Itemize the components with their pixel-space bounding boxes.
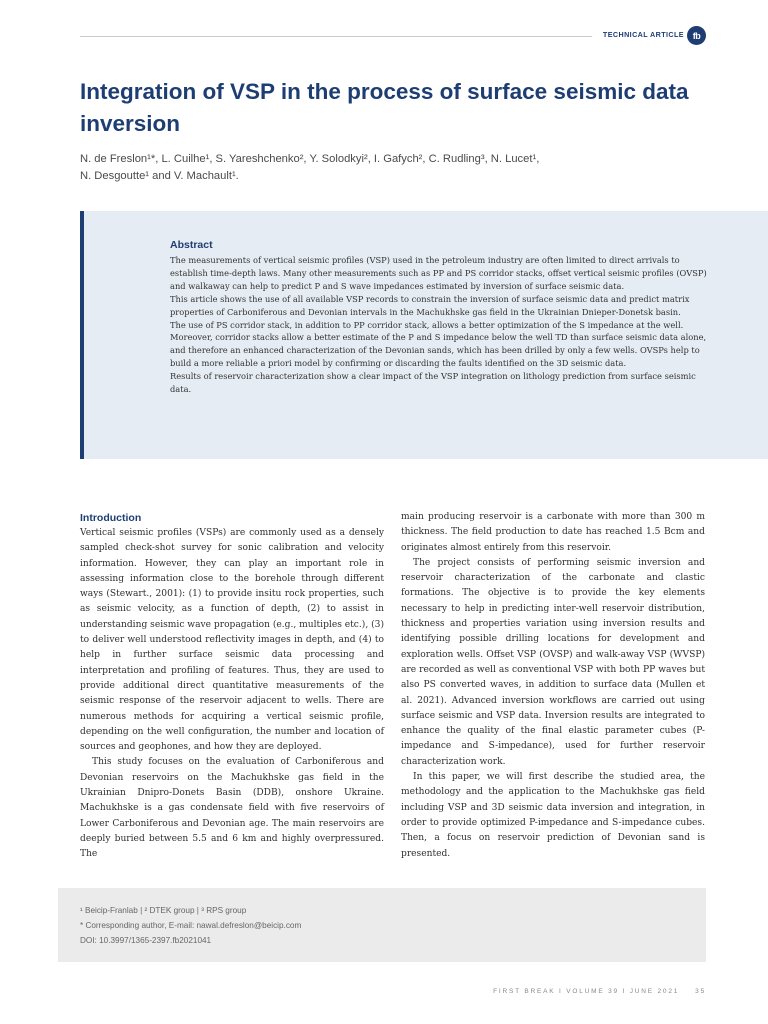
author-list bbox=[80, 151, 700, 185]
body-column-right bbox=[401, 510, 705, 862]
authors-line-1: N. de Freslon¹*, L. Cuilhe¹, S. Yareshchenko², Y. Solodkyi², I. Gafych², C. Rudling³, N. Lucet¹, bbox=[80, 153, 540, 165]
corresponding-author-note: * Corresponding author, E-mail: nawal.defreslon@beicip.com bbox=[80, 921, 302, 930]
section-label: TECHNICAL ARTICLE bbox=[602, 30, 684, 39]
page-number: 35 bbox=[695, 988, 706, 995]
abstract-heading: Abstract bbox=[170, 239, 213, 251]
journal-issue-label: FIRST BREAK I VOLUME 39 I JUNE 2021 bbox=[493, 988, 680, 995]
footnotes bbox=[80, 903, 301, 948]
footnote-panel bbox=[58, 888, 706, 962]
article-title: Integration of VSP in the process of surface seismic data inversion bbox=[80, 79, 689, 136]
abstract-paragraph: Results of reservoir characterization show a clear impact of the VSP integration on lithology prediction from surface seismic data. bbox=[170, 371, 696, 395]
abstract-paragraph: This article shows the use of all available VSP records to constrain the inversion of surface seismic data and predict matrix properties of Carboniferous and Devonian intervals in the Machukhske gas field in the Ukrainian Dnieper-Donetsk basin. bbox=[170, 293, 690, 317]
body-paragraph: In this paper, we will first describe the studied area, the methodology and the application to the Machukhske gas field including VSP and 3D seismic data inversion and integration, in order to provide optimized P-impedance and S-impedance cubes. Then, a focus on reservoir prediction of Devonian sand is presented. bbox=[401, 772, 705, 859]
doi-note: DOI: 10.3997/1365-2397.fb2021041 bbox=[80, 936, 212, 945]
abstract-panel bbox=[80, 211, 768, 459]
abstract-paragraph: The use of PS corridor stack, in addition to PP corridor stack, allows a better optimization of the S impedance at the well. Moreover, corridor stacks allow a better estimate of the P and S impedance below the well TD than surface seismic data alone, and therefore an enhanced characterization of the Devonian sands, which has been drilled by only a few wells. OVSPs help to build a more reliable a priori model by confirming or discarding the faults identified on the 3D seismic data. bbox=[170, 319, 707, 369]
page-footer bbox=[493, 988, 706, 995]
body-paragraph: The project consists of performing seismic inversion and reservoir characterization of the carbonate and clastic formations. The objective is to provide the key elements necessary to help in predicting inter-well reservoir distribution, thickness and properties variation using inversion results and identifying possible drilling locations for development and exploration wells. Offset VSP (OVSP) and walk-away VSP (WVSP) are recorded as well as conventional VSP with both PP waves but also PS converted waves, in addition to surface data (Mullen et al. 2021). Advanced inversion workflows are carried out using surface seismic and VSP data. Inversion results are integrated to enhance the quality of the final elastic parameter cubes (P-impedance and S-impedance), used for further reservoir characterization work. bbox=[401, 557, 705, 767]
authors-line-2: N. Desgoutte¹ and V. Machault¹. bbox=[80, 170, 239, 182]
introduction-heading: Introduction bbox=[80, 512, 142, 524]
journal-logo: fb bbox=[687, 26, 706, 45]
page-header bbox=[0, 26, 706, 46]
affiliations-note: ¹ Beicip-Franlab | ² DTEK group | ³ RPS group bbox=[80, 906, 247, 915]
header-rule bbox=[80, 36, 592, 37]
body-paragraph: This study focuses on the evaluation of Carboniferous and Devonian reservoirs on the Machukhske gas field in the Ukrainian Dnipro-Donets Basin (DDB), onshore Ukraine. Machukhske is a gas condensate field with five reservoirs of Lower Carboniferous and Devonian age. The main reservoirs are deeply buried between 5.5 and 6 km and highly overpressured. The bbox=[80, 757, 384, 860]
body-paragraph: Vertical seismic profiles (VSPs) are commonly used as a densely sampled check-shot survey for sonic calibration and velocity information. However, they can play an important role in assessing information close to the borehole through different ways (Stewart., 2001): (1) to provide insitu rock properties, such as seismic velocity, as a function of depth, (2) to assist in understanding seismic wave propagation (e.g., multiples etc.), (3) to deliver well understood reflectivity images in depth, and (4) to help in further surface seismic data processing and interpretation and profiling of features. Thus, they are used to provide additional direct quantitative measurements of the seismic response of the reservoir adjacent to wells. There are numerous methods for acquiring a vertical seismic profile, depending on the well configuration, the number and location of sources and geophones, and how they are deployed. bbox=[80, 528, 384, 753]
body-column-left bbox=[80, 510, 384, 863]
abstract-body bbox=[170, 254, 708, 396]
abstract-accent-bar bbox=[80, 211, 84, 459]
body-paragraph: main producing reservoir is a carbonate with more than 300 m thickness. The field production to date has reached 1.5 Bcm and originates almost entirely from this reservoir. bbox=[401, 512, 705, 553]
abstract-paragraph: The measurements of vertical seismic profiles (VSP) used in the petroleum industry are often limited to direct arrivals to establish time-depth laws. Many other measurements such as PP and PS corridor stacks, offset vertical seismic profiles (OVSP) and walkaway can help to predict P and S wave impedances estimated by inversion of surface seismic data. bbox=[170, 255, 707, 291]
